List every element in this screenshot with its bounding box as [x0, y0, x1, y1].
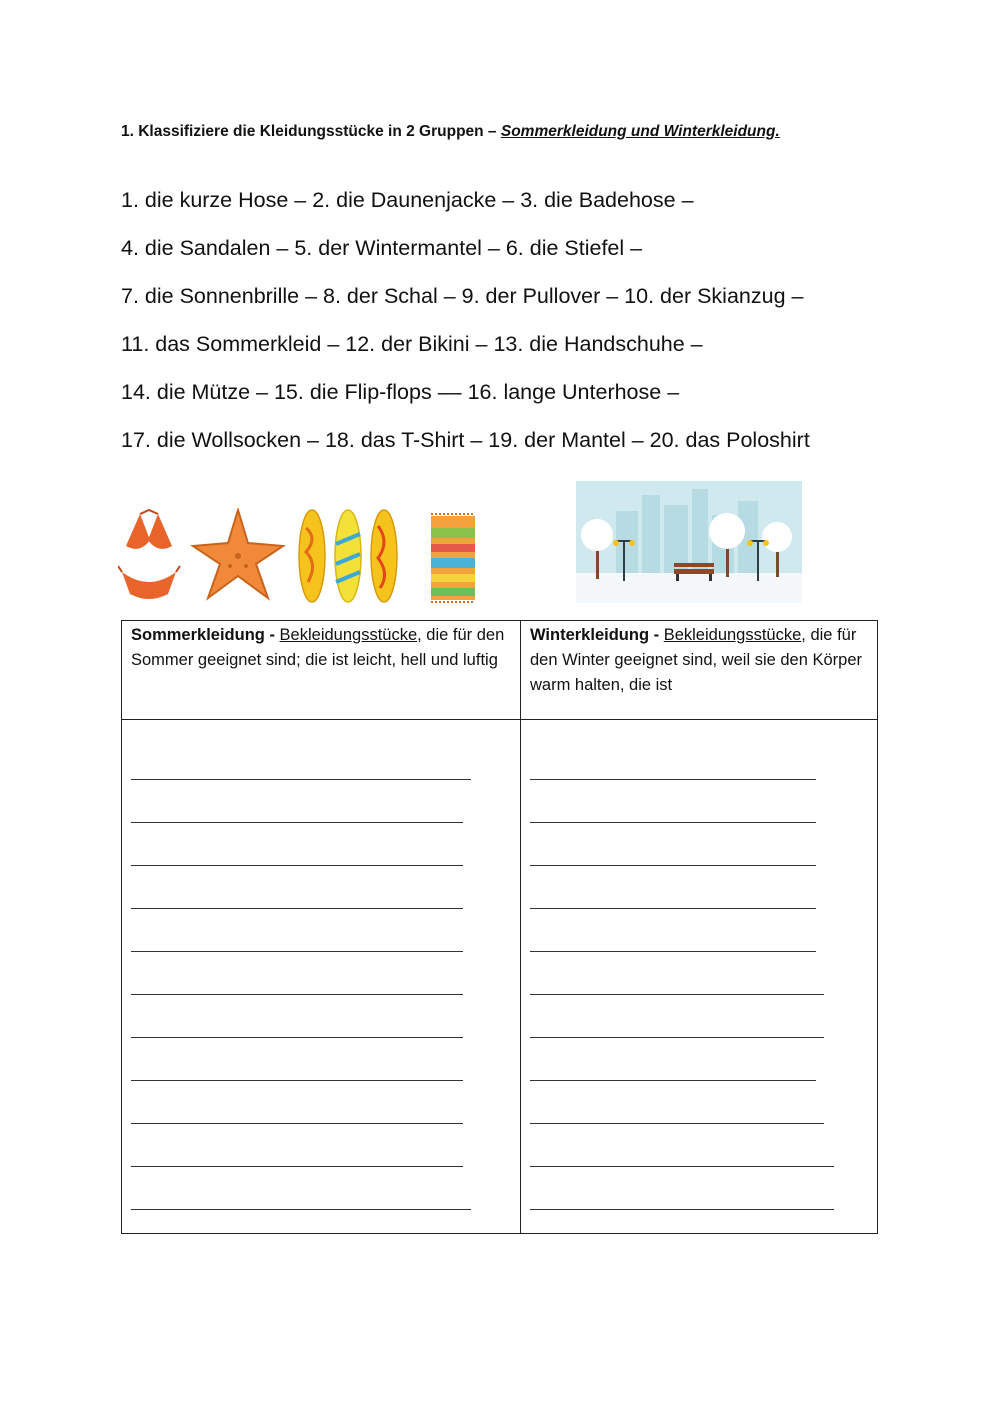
winter-answer-line[interactable] — [530, 1166, 834, 1167]
word-line-5: 14. die Mütze – 15. die Flip-flops –– 16. lange Unterhose – — [121, 380, 680, 404]
summer-answer-line[interactable] — [131, 822, 463, 823]
winter-term: Bekleidungsstücke — [663, 626, 802, 644]
starfish-icon — [193, 510, 283, 598]
summer-title: Sommerkleidung - — [131, 626, 275, 644]
winter-answer-line[interactable] — [530, 1209, 834, 1210]
summer-definition: , die für den Sommer geeignet sind; die ist leicht, hell und luftig — [131, 626, 505, 669]
bikini-icon — [118, 510, 180, 599]
winter-answer-line[interactable] — [530, 1080, 816, 1081]
summer-term: Bekleidungsstücke — [279, 626, 418, 644]
summer-answer-line[interactable] — [131, 779, 471, 780]
summer-answer-line[interactable] — [131, 908, 463, 909]
sorting-table — [121, 620, 878, 1234]
winter-answer-line[interactable] — [530, 779, 816, 780]
summer-answer-line[interactable] — [131, 1037, 463, 1038]
word-line-2: 4. die Sandalen – 5. der Wintermantel – 6. die Stiefel – — [121, 236, 643, 260]
summer-answer-line[interactable] — [131, 951, 463, 952]
winter-answer-line[interactable] — [530, 994, 824, 995]
summer-answer-line[interactable] — [131, 1123, 463, 1124]
word-line-3: 7. die Sonnenbrille – 8. der Schal – 9. der Pullover – 10. der Skianzug – — [121, 284, 804, 308]
task-heading-text: 1. Klassifiziere die Kleidungsstücke in 2 Gruppen – — [121, 123, 501, 140]
winter-park-illustration — [576, 481, 802, 603]
surfboards-icon — [299, 510, 397, 602]
word-line-1: 1. die kurze Hose – 2. die Daunenjacke – 3. die Badehose – — [121, 188, 694, 212]
winter-answer-line[interactable] — [530, 865, 816, 866]
winter-title: Winterkleidung - — [530, 626, 660, 644]
winter-answer-cell — [521, 720, 878, 1234]
winter-answer-line[interactable] — [530, 1037, 824, 1038]
beach-towel-icon — [431, 514, 475, 602]
winter-answer-line[interactable] — [530, 951, 816, 952]
winter-answer-line[interactable] — [530, 822, 816, 823]
summer-illustration — [118, 508, 483, 608]
winter-header-cell — [521, 621, 878, 720]
summer-answer-line[interactable] — [131, 1080, 463, 1081]
summer-answer-line[interactable] — [131, 994, 463, 995]
task-heading-groups: Sommerkleidung und Winterkleidung. — [500, 123, 780, 140]
summer-answer-cell — [122, 720, 521, 1234]
winter-answer-line[interactable] — [530, 908, 816, 909]
winter-definition: , die für den Winter geeignet sind, weil sie den Körper warm halten, die ist — [530, 626, 863, 694]
summer-answer-line[interactable] — [131, 1209, 471, 1210]
word-line-4: 11. das Sommerkleid – 12. der Bikini – 13. die Handschuhe – — [121, 332, 703, 356]
summer-answer-line[interactable] — [131, 865, 463, 866]
task-heading — [121, 120, 821, 144]
summer-header-cell — [122, 621, 521, 720]
word-line-6: 17. die Wollsocken – 18. das T-Shirt – 19. der Mantel – 20. das Poloshirt — [121, 428, 810, 452]
summer-answer-line[interactable] — [131, 1166, 463, 1167]
winter-answer-line[interactable] — [530, 1123, 824, 1124]
